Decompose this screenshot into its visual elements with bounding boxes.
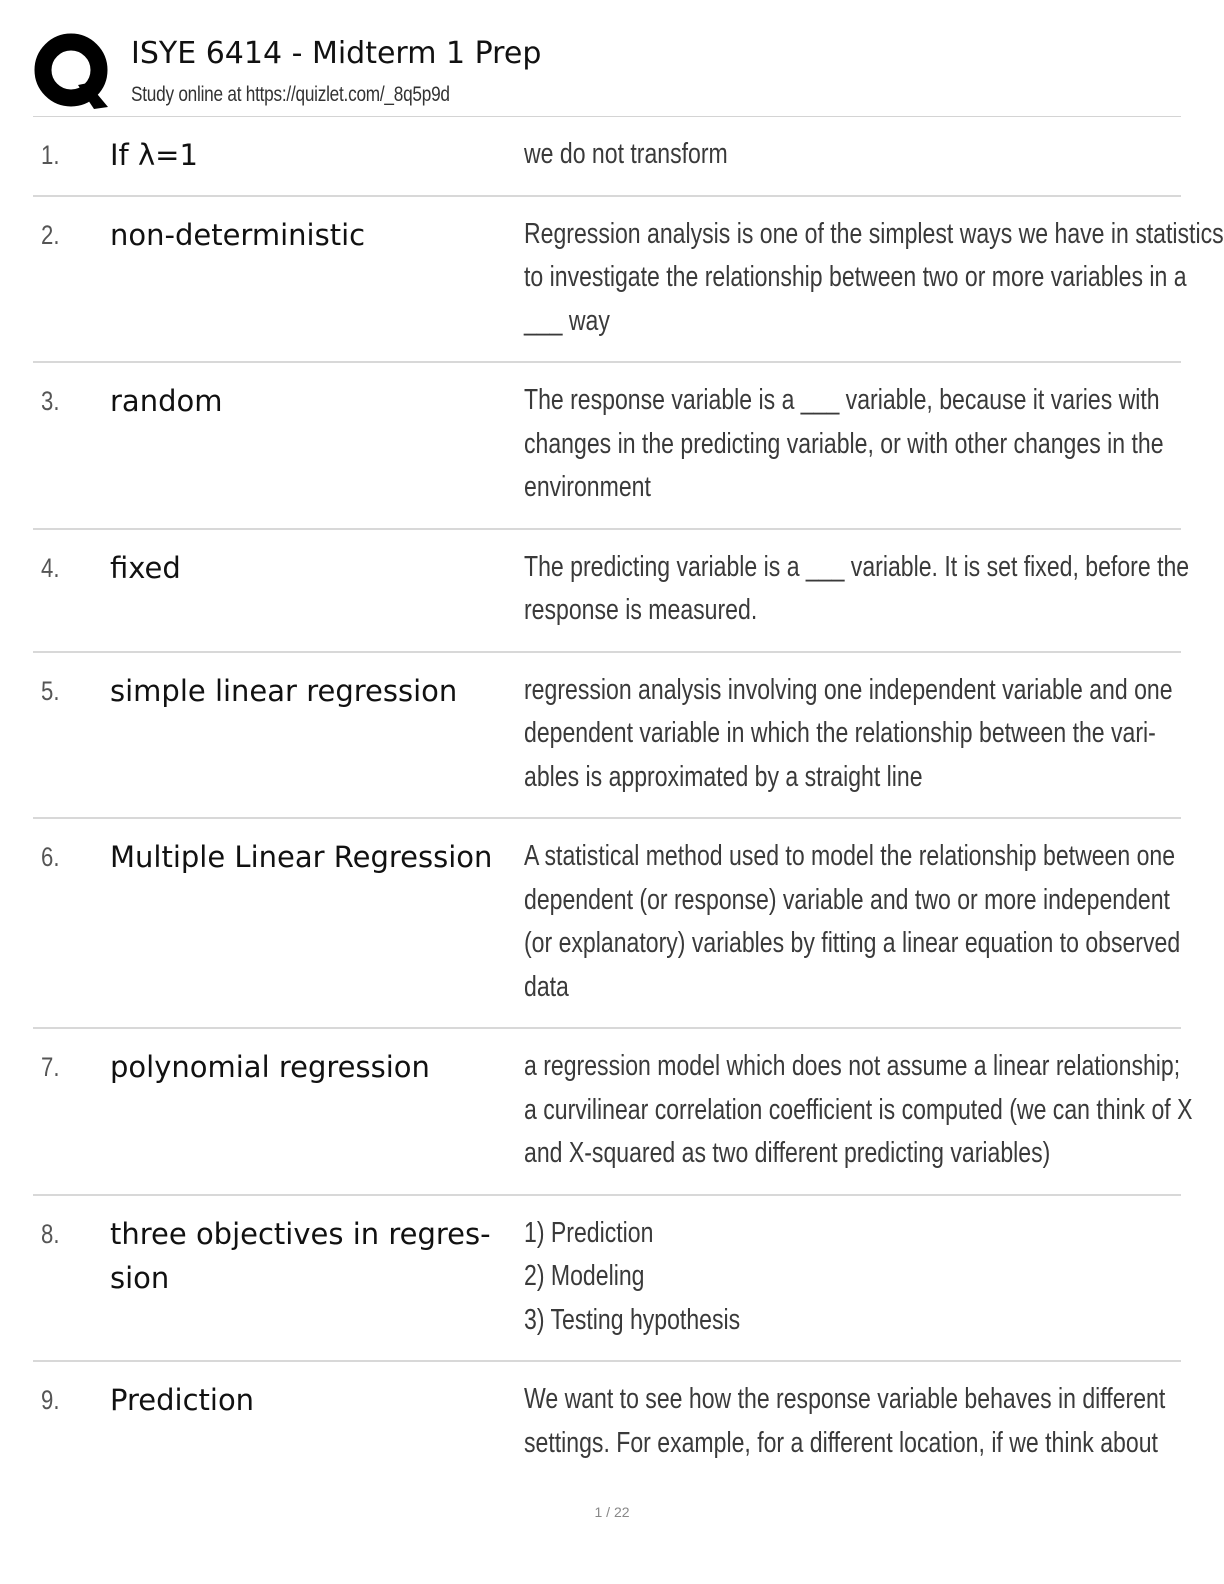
flashcard-row [33, 1196, 1181, 1363]
definition-line: settings. For example, for a different location, if we think about [524, 1426, 1158, 1459]
study-online-link[interactable]: Study online at https://quizlet.com/_8q5p9d [131, 83, 450, 106]
flashcard-row [33, 117, 1181, 197]
definition-line: response is measured. [524, 594, 758, 626]
card-definition [524, 213, 1224, 344]
definition-line: dependent (or response) variable and two or more independent [524, 883, 1170, 916]
definition-line: Regression analysis is one of the simplest ways we have in statistics [524, 217, 1224, 250]
flashcard-row [33, 1362, 1181, 1483]
card-definition [524, 379, 1164, 510]
definition-line: 2) Modeling [524, 1260, 645, 1292]
flashcard-row [33, 197, 1224, 364]
page-number: 1 / 22 [594, 1504, 630, 1520]
card-term: non-deterministic [110, 217, 366, 252]
card-term: random [110, 384, 223, 418]
flashcard-list [33, 117, 1224, 1483]
card-number: 4. [41, 552, 60, 583]
flashcard-row [33, 1029, 1193, 1196]
flashcard-row [33, 653, 1181, 820]
definition-line: we do not transform [524, 138, 728, 170]
card-definition [524, 133, 1160, 177]
definition-line: to investigate the relationship between two or more variables in a [524, 261, 1187, 293]
definition-line: (or explanatory) variables by fitting a linear equation to observed [524, 927, 1181, 959]
card-number: 9. [41, 1385, 60, 1415]
definition-line: The response variable is a ___ variable, because it varies with [524, 384, 1160, 416]
definition-line: 1) Prediction [524, 1216, 654, 1249]
definition-line: ___ way [524, 304, 610, 337]
definition-line: dependent variable in which the relationship between the vari- [524, 717, 1156, 749]
card-definition [524, 1378, 1166, 1465]
definition-line: environment [524, 471, 651, 503]
card-term: three objectives in regres- sion [110, 1216, 491, 1295]
flashcard-row [33, 819, 1181, 1029]
definition-line: We want to see how the response variable behaves in different [524, 1383, 1166, 1415]
card-term: simple linear regression [110, 673, 458, 708]
card-definition [524, 835, 1181, 1009]
flashcard-row [33, 363, 1181, 530]
definition-line: ables is approximated by a straight line [524, 760, 923, 793]
card-definition [524, 1045, 1193, 1176]
flashcard-row [33, 530, 1190, 653]
definition-line: data [524, 970, 569, 1003]
card-number: 3. [41, 386, 60, 416]
card-term: If λ=1 [110, 138, 198, 172]
card-number: 6. [41, 842, 60, 872]
definition-line: regression analysis involving one independent variable and one [524, 673, 1173, 706]
card-definition [524, 546, 1190, 633]
card-number: 5. [41, 675, 60, 706]
card-definition [524, 669, 1173, 800]
definition-line: The predicting variable is a ___ variable. It is set fixed, before the [524, 550, 1190, 583]
document-title: ISYE 6414 - Midterm 1 Prep [131, 36, 542, 71]
card-number: 1. [41, 140, 60, 170]
card-term: Prediction [110, 1383, 255, 1417]
definition-line: and X-squared as two different predicting variables) [524, 1137, 1051, 1169]
card-term: Multiple Linear Regression [110, 840, 493, 874]
definition-line: a regression model which does not assume a linear relationship; [524, 1050, 1181, 1082]
card-number: 2. [41, 219, 60, 250]
card-term: polynomial regression [110, 1050, 430, 1084]
definition-line: changes in the predicting variable, or with other changes in the [524, 427, 1164, 460]
quizlet-logo-icon [34, 33, 112, 111]
page-header [34, 30, 1184, 114]
definition-line: A statistical method used to model the relationship between one [524, 840, 1176, 872]
definition-line: a curvilinear correlation coefficient is computed (we can think of X [524, 1093, 1193, 1126]
card-definition [524, 1212, 1160, 1343]
definition-line: 3) Testing hypothesis [524, 1303, 741, 1336]
card-term: fixed [110, 550, 181, 585]
card-number: 7. [41, 1052, 60, 1082]
card-number: 8. [41, 1218, 60, 1249]
